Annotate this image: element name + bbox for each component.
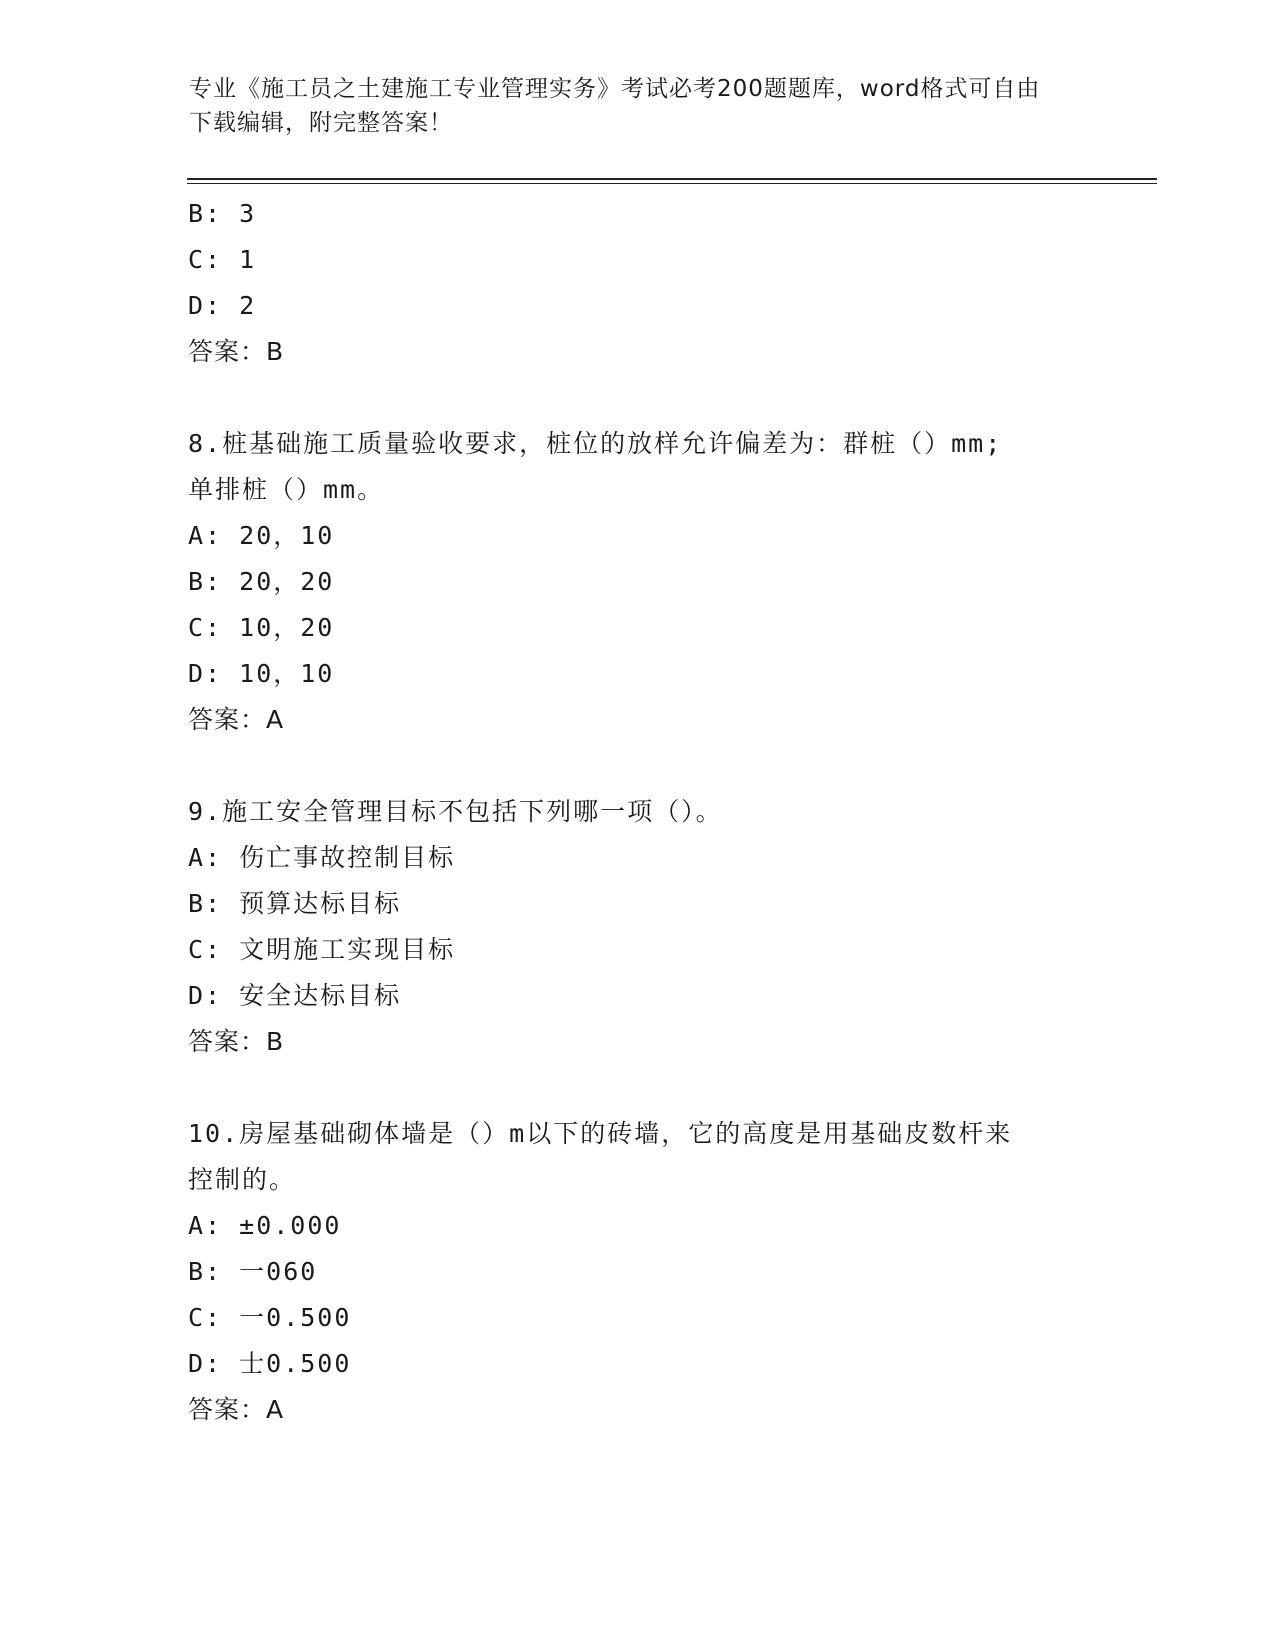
option-c: C: 10，20 — [188, 613, 335, 642]
option-b: B: 3 — [188, 199, 257, 228]
question-stem-line-1: 8.桩基础施工质量验收要求，桩位的放样允许偏差为：群桩（）mm; — [188, 429, 1003, 458]
spacer — [188, 743, 1088, 789]
option-a: A: 伤亡事故控制目标 — [188, 843, 456, 872]
header-divider-thick — [187, 178, 1157, 180]
option-c: C: 一0.500 — [188, 1303, 352, 1332]
question-8 — [188, 421, 1088, 743]
answer-line: 答案：B — [188, 337, 285, 366]
option-d: D: 2 — [188, 291, 257, 320]
question-stem-line-1: 9.施工安全管理目标不包括下列哪一项（）。 — [188, 797, 723, 826]
question-7-tail — [188, 191, 1088, 375]
spacer — [188, 375, 1088, 421]
option-d: D: 士0.500 — [188, 1349, 352, 1378]
spacer — [188, 1065, 1088, 1111]
option-d: D: 10，10 — [188, 659, 335, 688]
question-10 — [188, 1111, 1088, 1433]
option-c: C: 文明施工实现目标 — [188, 935, 456, 964]
option-a: A: 20，10 — [188, 521, 335, 550]
option-a: A: ±0.000 — [188, 1211, 342, 1240]
answer-line: 答案：A — [188, 1395, 285, 1424]
option-b: B: 一060 — [188, 1257, 318, 1286]
option-d: D: 安全达标目标 — [188, 981, 402, 1010]
document-header — [189, 72, 1069, 140]
answer-line: 答案：A — [188, 705, 285, 734]
option-b: B: 预算达标目标 — [188, 889, 402, 918]
question-list — [188, 191, 1088, 1433]
question-stem-line-2: 控制的。 — [188, 1165, 297, 1194]
question-stem-line-2: 单排桩（）mm。 — [188, 475, 385, 504]
question-9 — [188, 789, 1088, 1065]
header-title-line-2: 下载编辑，附完整答案！ — [189, 110, 453, 136]
question-stem-line-1: 10.房屋基础砌体墙是（）m以下的砖墙，它的高度是用基础皮数杆来 — [188, 1119, 1013, 1148]
answer-line: 答案：B — [188, 1027, 285, 1056]
option-c: C: 1 — [188, 245, 257, 274]
header-title-line-1: 专业《施工员之土建施工专业管理实务》考试必考200题题库，word格式可自由 — [189, 76, 1041, 102]
option-b: B: 20，20 — [188, 567, 335, 596]
header-divider-thin — [187, 183, 1157, 184]
